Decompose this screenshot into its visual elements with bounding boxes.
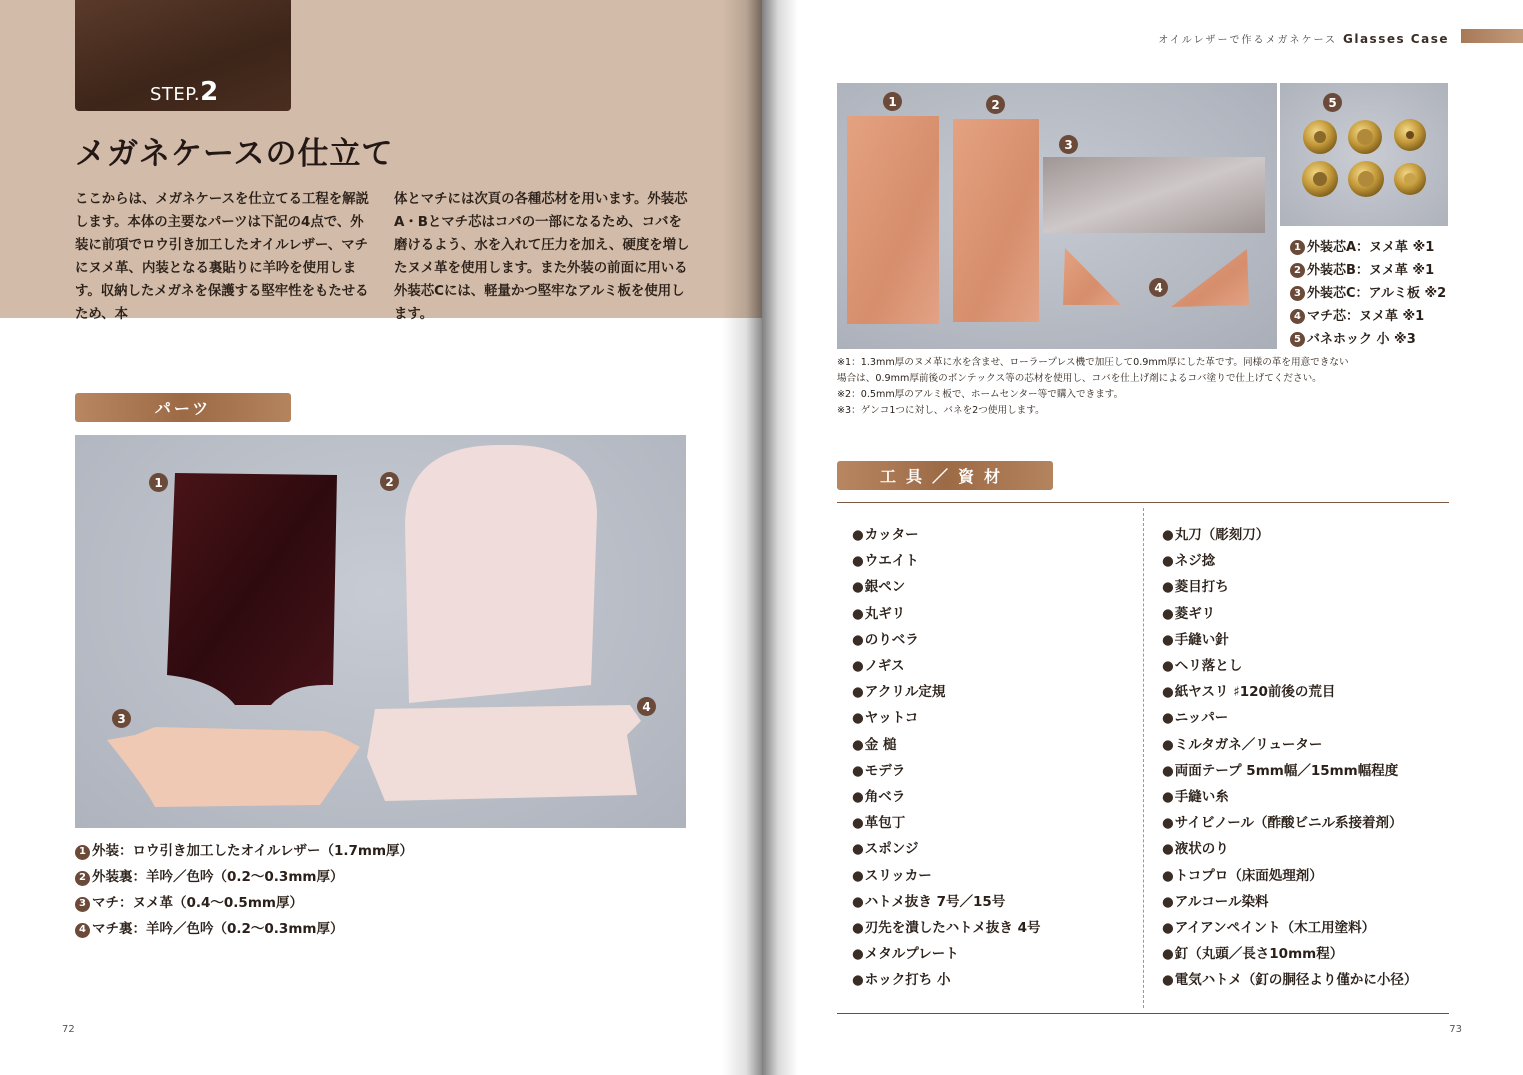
core-materials-illustration — [837, 83, 1277, 349]
tools-heading: 工具／資材 — [837, 461, 1053, 490]
snap-buttons-illustration — [1280, 83, 1448, 226]
part-outer-lining — [405, 445, 597, 703]
step-box — [75, 0, 291, 111]
caption-text: 外装芯C：アルミ板 ※2 — [1307, 286, 1447, 301]
tool-item: ● 刃先を潰したハトメ抜き 4号 — [852, 915, 1040, 941]
core-materials-captions — [1290, 236, 1446, 351]
tool-item: ● 丸刀（彫刻刀） — [1162, 522, 1417, 548]
tools-list-left — [852, 522, 1040, 994]
right-page — [762, 0, 1523, 1075]
tool-item: ● 両面テープ 5mm幅／15mm幅程度 — [1162, 758, 1417, 784]
caption-number: 3 — [1290, 286, 1305, 301]
tool-item: ● 釘（丸頭／長さ10mm程） — [1162, 941, 1417, 967]
step-prefix: STEP. — [150, 84, 201, 105]
page-number-right: 73 — [1449, 1024, 1462, 1035]
core-b — [953, 119, 1039, 322]
photo-badge-1: 1 — [149, 473, 168, 492]
tools-top-rule — [837, 502, 1449, 503]
parts-caption — [75, 864, 413, 890]
material-caption — [1290, 259, 1446, 282]
tool-item: ● 革包丁 — [852, 810, 1040, 836]
parts-caption — [75, 916, 413, 942]
caption-text: バネホック 小 ※3 — [1307, 332, 1416, 347]
caption-number: 4 — [75, 923, 90, 938]
intro-column-1: ここからは、メガネケースを仕立てる工程を解説します。本体の主要なパーツは下記の4点で、外装に前項でロウ引き加工したオイルレザー、マチにヌメ革、内装となる裏貼りに羊吟を使用します。収納したメガネを保護する堅牢性をもたせるため、本 — [75, 192, 369, 322]
tool-item: ● カッター — [852, 522, 1040, 548]
tool-item: ● ヘリ落とし — [1162, 653, 1417, 679]
material-caption — [1290, 328, 1446, 351]
caption-text: マチ裏：羊吟／色吟（0.2〜0.3mm厚） — [92, 921, 344, 937]
caption-text: マチ：ヌメ革（0.4〜0.5mm厚） — [92, 895, 303, 911]
core-badge-2: 2 — [986, 95, 1005, 114]
page-number-left: 72 — [62, 1024, 75, 1035]
tool-item: ● 紙ヤスリ ♯120前後の荒目 — [1162, 679, 1417, 705]
caption-text: 外装：ロウ引き加工したオイルレザー（1.7mm厚） — [92, 843, 414, 859]
gusset-core-right — [1171, 249, 1249, 307]
tool-item: ● 液状のり — [1162, 836, 1417, 862]
tool-item: ● 菱目打ち — [1162, 574, 1417, 600]
core-c — [1043, 157, 1265, 233]
footnote-line: ※1：1.3mm厚のヌメ革に水を含ませ、ローラープレス機で加圧して0.9mm厚にした革です。同様の革を用意できない — [837, 357, 1349, 368]
parts-caption — [75, 838, 413, 864]
material-caption — [1290, 282, 1446, 305]
tool-item: ● スポンジ — [852, 836, 1040, 862]
tool-item: ● 菱ギリ — [1162, 601, 1417, 627]
page-title: メガネケースの仕立て — [75, 136, 394, 172]
tool-item: ● 手縫い針 — [1162, 627, 1417, 653]
tool-item: ● アイアンペイント（木工用塗料） — [1162, 915, 1417, 941]
tool-item: ● アルコール染料 — [1162, 889, 1417, 915]
running-head-jp: オイルレザーで作るメガネケース — [1158, 35, 1337, 46]
parts-illustration — [75, 435, 686, 828]
core-badge-5: 5 — [1323, 93, 1342, 112]
caption-number: 2 — [1290, 263, 1305, 278]
snap-buttons-photo — [1280, 83, 1448, 226]
tool-item: ● 角ベラ — [852, 784, 1040, 810]
running-head — [1158, 31, 1449, 46]
part-gusset — [107, 727, 360, 807]
tool-item: ● トコプロ（床面処理剤） — [1162, 863, 1417, 889]
tool-item: ● ネジ捻 — [1162, 548, 1417, 574]
part-outer-leather — [167, 473, 337, 705]
parts-caption — [75, 890, 413, 916]
core-a — [847, 116, 939, 324]
core-materials-photo — [837, 83, 1277, 349]
tools-bottom-rule — [837, 1013, 1449, 1014]
tool-item: ● ミルタガネ／リューター — [1162, 732, 1417, 758]
material-caption — [1290, 236, 1446, 259]
tool-item: ● ハトメ抜き 7号／15号 — [852, 889, 1040, 915]
tool-item: ● 電気ハトメ（釘の胴径より僅かに小径） — [1162, 967, 1417, 993]
caption-number: 4 — [1290, 309, 1305, 324]
tools-column-divider — [1143, 508, 1144, 1008]
tool-item: ● モデラ — [852, 758, 1040, 784]
tool-item: ● スリッカー — [852, 863, 1040, 889]
caption-number: 3 — [75, 897, 90, 912]
tool-item: ● 銀ペン — [852, 574, 1040, 600]
photo-badge-4: 4 — [637, 697, 656, 716]
tool-item: ● 丸ギリ — [852, 601, 1040, 627]
tool-item: ● アクリル定規 — [852, 679, 1040, 705]
material-caption — [1290, 305, 1446, 328]
footnote-line: ※2：0.5mm厚のアルミ板で、ホームセンター等で購入できます。 — [837, 389, 1124, 400]
tool-item: ● メタルプレート — [852, 941, 1040, 967]
parts-captions — [75, 838, 413, 942]
caption-number: 1 — [1290, 240, 1305, 255]
caption-text: 外装芯B：ヌメ革 ※1 — [1307, 263, 1435, 278]
caption-number: 5 — [1290, 332, 1305, 347]
gusset-core-left — [1063, 248, 1121, 305]
tool-item: ● 金 槌 — [852, 732, 1040, 758]
footnotes — [837, 355, 1349, 419]
core-badge-4: 4 — [1149, 278, 1168, 297]
parts-heading: パーツ — [75, 393, 291, 422]
caption-number: 1 — [75, 845, 90, 860]
step-label — [150, 77, 219, 107]
tool-item: ● ヤットコ — [852, 705, 1040, 731]
core-badge-3: 3 — [1059, 135, 1078, 154]
corner-tab — [1461, 29, 1523, 43]
tool-item: ● 手縫い糸 — [1162, 784, 1417, 810]
caption-text: マチ芯：ヌメ革 ※1 — [1307, 309, 1425, 324]
part-gusset-lining — [367, 705, 641, 801]
step-number: 2 — [200, 77, 219, 107]
caption-number: 2 — [75, 871, 90, 886]
caption-text: 外装裏：羊吟／色吟（0.2〜0.3mm厚） — [92, 869, 344, 885]
tool-item: ● ノギス — [852, 653, 1040, 679]
tools-list-right — [1162, 522, 1417, 994]
photo-badge-2: 2 — [380, 472, 399, 491]
photo-badge-3: 3 — [112, 709, 131, 728]
spine-shadow-right — [762, 0, 798, 1075]
running-head-en: Glasses Case — [1343, 32, 1449, 46]
footnote-line: 場合は、0.9mm厚前後のボンテックス等の芯材を使用し、コバを仕上げ剤によるコバ塗りで仕上げてください。 — [837, 373, 1322, 384]
core-badge-1: 1 — [883, 92, 902, 111]
tool-item: ● サイビノール（酢酸ビニル系接着剤） — [1162, 810, 1417, 836]
tool-item: ● のりベラ — [852, 627, 1040, 653]
tool-item: ● ニッパー — [1162, 705, 1417, 731]
caption-text: 外装芯A：ヌメ革 ※1 — [1307, 240, 1435, 255]
tool-item: ● ホック打ち 小 — [852, 967, 1040, 993]
footnote-line: ※3：ゲンコ1つに対し、バネを2つ使用します。 — [837, 405, 1045, 416]
tool-item: ● ウエイト — [852, 548, 1040, 574]
spine-shadow-left — [722, 0, 762, 1075]
parts-photo — [75, 435, 686, 828]
intro-column-2: 体とマチには次頁の各種芯材を用います。外装芯A・Bとマチ芯はコバの一部になるため、コバを磨けるよう、水を入れて圧力を加え、硬度を増したヌメ革を使用します。また外装の前面に用いる外装芯Cには、軽量かつ堅牢なアルミ板を使用します。 — [394, 192, 690, 322]
